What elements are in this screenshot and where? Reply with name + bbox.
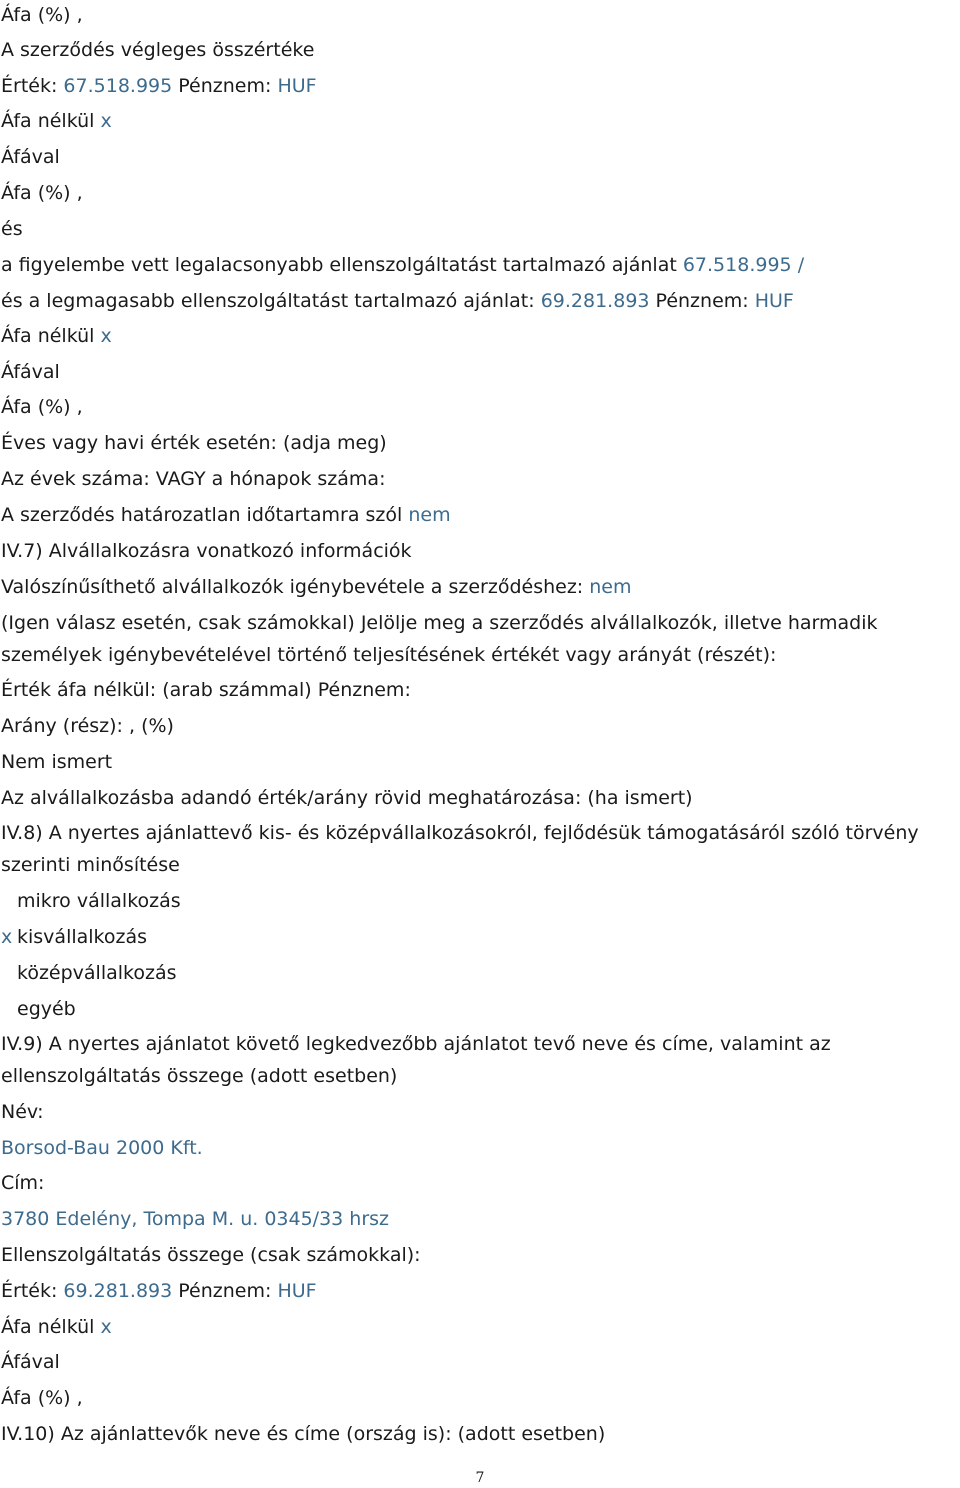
- runner-up-value-line: Érték: 69.281.893 Pénznem: HUF: [1, 1280, 317, 1302]
- lowest-offer-value: 67.518.995: [682, 254, 792, 276]
- value-without-vat-line: Érték áfa nélkül: (arab számmal) Pénznem:: [1, 679, 411, 701]
- subcontractor-line: Valószínűsíthető alvállalkozók igénybevétele a szerződéshez: nem: [1, 576, 632, 598]
- option-medium: középvállalkozás: [17, 962, 177, 984]
- not-known-line: Nem ismert: [1, 751, 113, 773]
- indefinite-term-value: nem: [408, 504, 451, 526]
- currency: HUF: [277, 75, 317, 97]
- option-other: egyéb: [17, 998, 76, 1020]
- section-iv7-heading: IV.7) Alvállalkozásra vonatkozó információk: [1, 540, 412, 562]
- section-iv10-heading: IV.10) Az ajánlattevők neve és címe (ország is): (adott esetben): [1, 1423, 606, 1445]
- final-total-heading: A szerződés végleges összértéke: [1, 39, 315, 61]
- subcontract-description-line: Az alvállalkozásba adandó érték/arány rövid meghatározása: (ha ismert): [1, 787, 693, 809]
- without-vat-mark: x: [100, 110, 112, 132]
- with-vat-line: Áfával: [1, 361, 60, 383]
- section-iv8-heading: IV.8) A nyertes ajánlattevő kis- és középvállalkozásokról, fejlődésük támogatásáról szóló törvény szerinti minősítése: [1, 822, 919, 876]
- section-iv9-heading: IV.9) A nyertes ajánlatot követő legkedvezőbb ajánlatot tevő neve és címe, valamint az ellenszolgáltatás összege (adott esetben): [1, 1033, 831, 1087]
- and-line: és: [1, 218, 23, 240]
- final-value: 67.518.995: [63, 75, 173, 97]
- vat-percent-line: Áfa (%) ,: [1, 4, 83, 26]
- without-vat-line: Áfa nélkül x: [1, 325, 112, 347]
- option-micro: mikro vállalkozás: [17, 890, 181, 912]
- runner-up-value: 69.281.893: [63, 1280, 173, 1302]
- address-label: Cím:: [1, 1172, 45, 1194]
- selected-mark: x: [1, 926, 13, 948]
- subcontract-instruction: (Igen válasz esetén, csak számokkal) Jelölje meg a szerződés alvállalkozók, illetve harmadik személyek igénybevételével történő teljesítésének értékét vagy arányát (részét):: [1, 612, 878, 666]
- final-value-line: Érték: 67.518.995 Pénznem: HUF: [1, 75, 317, 97]
- annual-monthly-line: Éves vagy havi érték esetén: (adja meg): [1, 432, 387, 454]
- without-vat-line: Áfa nélkül x: [1, 1316, 112, 1338]
- without-vat-mark: x: [100, 1316, 112, 1338]
- without-vat-line: Áfa nélkül x: [1, 110, 112, 132]
- vat-percent-line: Áfa (%) ,: [1, 1387, 83, 1409]
- page-number: 7: [475, 1470, 485, 1486]
- address-value: 3780 Edelény, Tompa M. u. 0345/33 hrsz: [1, 1208, 390, 1230]
- vat-percent-line: Áfa (%) ,: [1, 396, 83, 418]
- vat-percent-line: Áfa (%) ,: [1, 182, 83, 204]
- indefinite-term-line: A szerződés határozatlan időtartamra szól nem: [1, 504, 451, 526]
- ratio-line: Arány (rész): , (%): [1, 715, 174, 737]
- name-label: Név:: [1, 1101, 44, 1123]
- subcontractor-value: nem: [589, 576, 632, 598]
- highest-offer-value: 69.281.893: [540, 290, 650, 312]
- years-months-line: Az évek száma: VAGY a hónapok száma:: [1, 468, 386, 490]
- option-small: x kisvállalkozás: [1, 926, 148, 948]
- currency: HUF: [277, 1280, 317, 1302]
- without-vat-mark: x: [100, 325, 112, 347]
- name-value: Borsod-Bau 2000 Kft.: [1, 1137, 203, 1159]
- with-vat-line: Áfával: [1, 1351, 60, 1373]
- consideration-amount-line: Ellenszolgáltatás összege (csak számokkal):: [1, 1244, 421, 1266]
- with-vat-line: Áfával: [1, 146, 60, 168]
- currency: HUF: [754, 290, 794, 312]
- highest-offer-line: és a legmagasabb ellenszolgáltatást tartalmazó ajánlat: 69.281.893 Pénznem: HUF: [1, 290, 794, 312]
- lowest-offer-line: a figyelembe vett legalacsonyabb ellenszolgáltatást tartalmazó ajánlat 67.518.995 /: [1, 254, 805, 276]
